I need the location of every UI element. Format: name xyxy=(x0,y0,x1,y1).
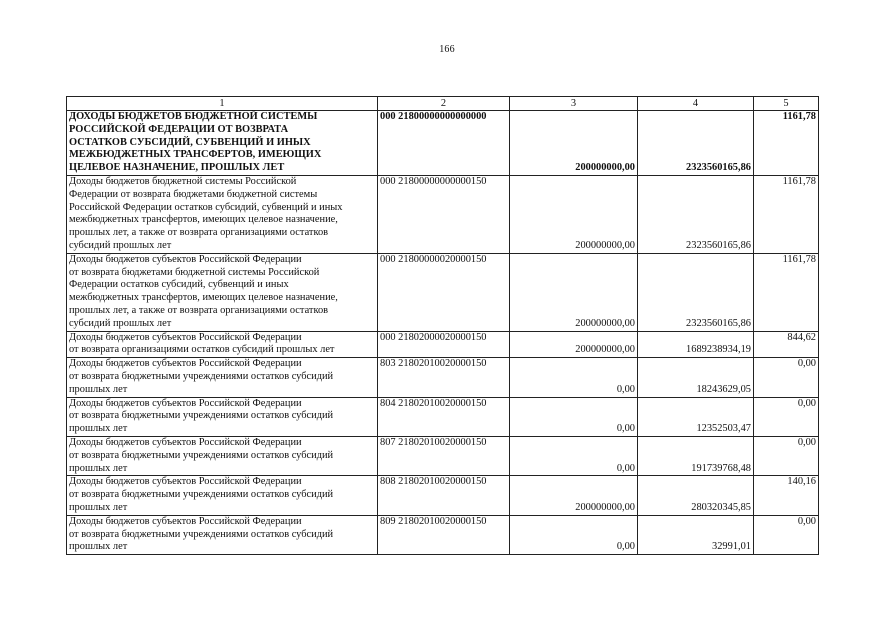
table-row xyxy=(67,358,819,397)
row-name xyxy=(67,175,378,253)
row-value-col5: 844,62 xyxy=(754,331,819,358)
table-row xyxy=(67,436,819,475)
row-name xyxy=(67,331,378,358)
row-value-col4: 2323560165,86 xyxy=(638,111,754,176)
row-code: 809 21802010020000150 xyxy=(378,515,510,554)
row-code: 803 21802010020000150 xyxy=(378,358,510,397)
row-name xyxy=(67,476,378,515)
row-value-col5: 1161,78 xyxy=(754,111,819,176)
row-code: 000 21800000000000150 xyxy=(378,175,510,253)
row-name-line: субсидий прошлых лет xyxy=(69,317,172,329)
row-name-line: Федерации остатков субсидий, субвенций и иных xyxy=(69,279,289,291)
row-value-col5: 1161,78 xyxy=(754,175,819,253)
row-value-col3: 200000000,00 xyxy=(510,476,638,515)
column-header-1: 1 xyxy=(67,97,378,111)
row-value-col4: 1689238934,19 xyxy=(638,331,754,358)
row-value-col4: 12352503,47 xyxy=(638,397,754,436)
row-name-line: Доходы бюджетов субъектов Российской Федерации xyxy=(69,436,302,448)
table-row xyxy=(67,253,819,331)
row-name-line: прошлых лет xyxy=(69,462,128,474)
revenue-table xyxy=(66,96,819,555)
table-row xyxy=(67,175,819,253)
row-name xyxy=(67,436,378,475)
row-value-col5: 0,00 xyxy=(754,358,819,397)
row-name-line: межбюджетных трансфертов, имеющих целевое назначение, xyxy=(69,214,338,226)
row-name-line: ОСТАТКОВ СУБСИДИЙ, СУБВЕНЦИЙ И ИНЫХ xyxy=(69,136,311,148)
row-code: 807 21802010020000150 xyxy=(378,436,510,475)
row-value-col3: 0,00 xyxy=(510,397,638,436)
row-value-col5: 0,00 xyxy=(754,436,819,475)
row-name-line: прошлых лет xyxy=(69,541,128,553)
row-name-line: Доходы бюджетов субъектов Российской Федерации xyxy=(69,476,302,488)
row-value-col3: 200000000,00 xyxy=(510,331,638,358)
row-name-line: Доходы бюджетов субъектов Российской Федерации xyxy=(69,253,302,265)
row-name-line: прошлых лет xyxy=(69,501,128,513)
row-value-col5: 140,16 xyxy=(754,476,819,515)
row-code: 000 21800000020000150 xyxy=(378,253,510,331)
row-name-line: от возврата бюджетными учреждениями остатков субсидий xyxy=(69,410,334,422)
row-name-line: Доходы бюджетов субъектов Российской Федерации xyxy=(69,397,302,409)
row-code: 804 21802010020000150 xyxy=(378,397,510,436)
row-name-line: Федерации от возврата бюджетами бюджетной системы xyxy=(69,188,318,200)
row-value-col4: 32991,01 xyxy=(638,515,754,554)
row-value-col4: 280320345,85 xyxy=(638,476,754,515)
row-name-line: от возврата бюджетными учреждениями остатков субсидий xyxy=(69,489,334,501)
row-name-line: Доходы бюджетов субъектов Российской Федерации xyxy=(69,331,302,343)
row-name-line: от возврата бюджетными учреждениями остатков субсидий xyxy=(69,449,334,461)
row-value-col4: 2323560165,86 xyxy=(638,253,754,331)
row-name xyxy=(67,111,378,176)
row-name-line: от возврата бюджетными учреждениями остатков субсидий xyxy=(69,528,334,540)
row-value-col3: 200000000,00 xyxy=(510,253,638,331)
row-code: 000 21802000020000150 xyxy=(378,331,510,358)
row-name-line: Доходы бюджетов субъектов Российской Федерации xyxy=(69,515,302,527)
column-number-row xyxy=(67,97,819,111)
row-name-line: МЕЖБЮДЖЕТНЫХ ТРАНСФЕРТОВ, ИМЕЮЩИХ xyxy=(69,149,322,161)
row-value-col3: 200000000,00 xyxy=(510,175,638,253)
row-name-line: Доходы бюджетов субъектов Российской Федерации xyxy=(69,358,302,370)
page-number: 166 xyxy=(439,44,455,55)
table-row xyxy=(67,476,819,515)
row-value-col4: 191739768,48 xyxy=(638,436,754,475)
column-header-4: 4 xyxy=(638,97,754,111)
row-name-line: прошлых лет, а также от возврата организациями остатков xyxy=(69,304,329,316)
row-name-line: РОССИЙСКОЙ ФЕДЕРАЦИИ ОТ ВОЗВРАТА xyxy=(69,123,289,135)
row-name-line: ЦЕЛЕВОЕ НАЗНАЧЕНИЕ, ПРОШЛЫХ ЛЕТ xyxy=(69,162,285,174)
row-name-line: межбюджетных трансфертов, имеющих целевое назначение, xyxy=(69,292,338,304)
row-name-line: Российской Федерации остатков субсидий, субвенций и иных xyxy=(69,201,343,213)
row-name-line: субсидий прошлых лет xyxy=(69,239,172,251)
column-header-5: 5 xyxy=(754,97,819,111)
table-row xyxy=(67,397,819,436)
row-name xyxy=(67,397,378,436)
row-code: 000 21800000000000000 xyxy=(378,111,510,176)
row-name-line: ДОХОДЫ БЮДЖЕТОВ БЮДЖЕТНОЙ СИСТЕМЫ xyxy=(69,111,318,122)
table-body xyxy=(67,111,819,555)
row-value-col5: 0,00 xyxy=(754,515,819,554)
row-name-line: от возврата организациями остатков субсидий прошлых лет xyxy=(69,344,335,356)
column-header-3: 3 xyxy=(510,97,638,111)
row-name-line: от возврата бюджетами бюджетной системы Российской xyxy=(69,266,320,278)
row-value-col4: 2323560165,86 xyxy=(638,175,754,253)
row-name-line: прошлых лет xyxy=(69,423,128,435)
row-name-line: прошлых лет, а также от возврата организациями остатков xyxy=(69,227,329,239)
row-value-col3: 0,00 xyxy=(510,358,638,397)
row-name-line: Доходы бюджетов бюджетной системы Российской xyxy=(69,175,297,187)
row-name xyxy=(67,358,378,397)
row-code: 808 21802010020000150 xyxy=(378,476,510,515)
table-row xyxy=(67,515,819,554)
row-name xyxy=(67,515,378,554)
row-name-line: прошлых лет xyxy=(69,383,128,395)
row-value-col5: 1161,78 xyxy=(754,253,819,331)
row-value-col3: 0,00 xyxy=(510,515,638,554)
row-value-col3: 0,00 xyxy=(510,436,638,475)
row-name-line: от возврата бюджетными учреждениями остатков субсидий xyxy=(69,370,334,382)
column-header-2: 2 xyxy=(378,97,510,111)
table-row xyxy=(67,111,819,176)
row-name xyxy=(67,253,378,331)
row-value-col5: 0,00 xyxy=(754,397,819,436)
row-value-col4: 18243629,05 xyxy=(638,358,754,397)
row-value-col3: 200000000,00 xyxy=(510,111,638,176)
table-row xyxy=(67,331,819,358)
